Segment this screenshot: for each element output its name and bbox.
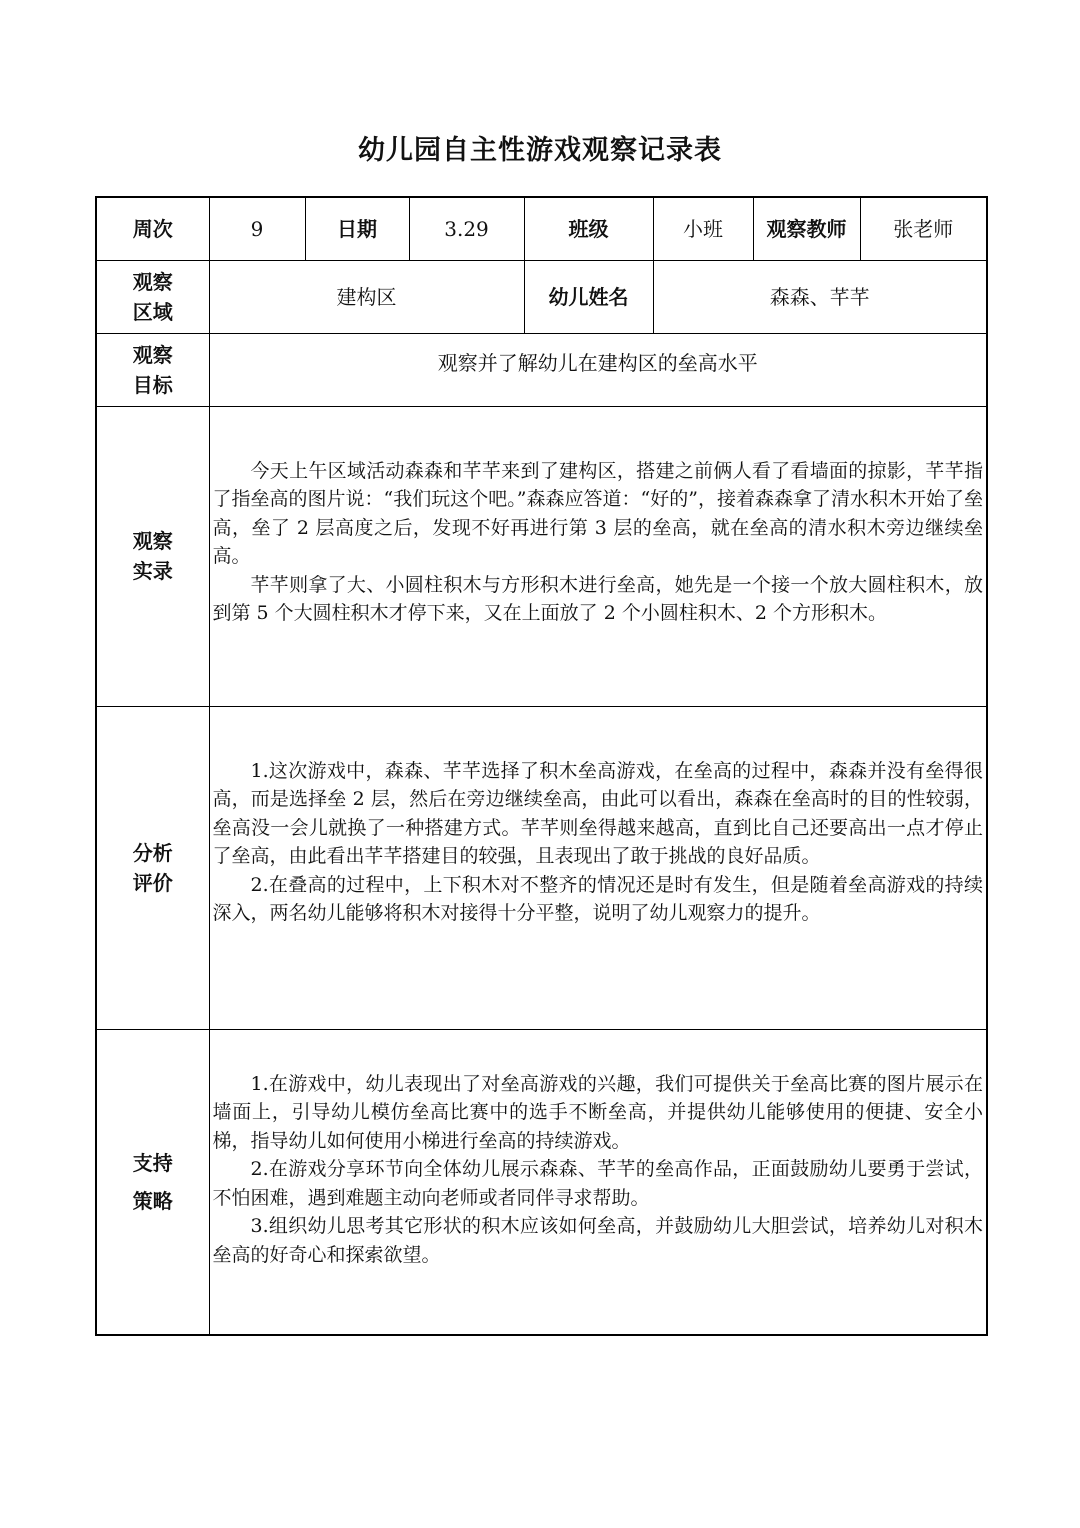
strategy-paragraph-1: 1.在游戏中，幼儿表现出了对垒高游戏的兴趣，我们可提供关于垒高比赛的图片展示在墙面上，引导幼儿模仿垒高比赛中的选手不断垒高，并提供幼儿能够使用的便捷、安全小梯，指导幼儿如何使用小梯进行垒高的持续游戏。 [212,1072,983,1152]
page-title: 幼儿园自主性游戏观察记录表 [358,135,722,166]
date-label: 日期 [305,197,409,260]
analysis-paragraph-1: 1.这次游戏中，森森、芊芊选择了积木垒高游戏，在垒高的过程中，森森并没有垒得很高，而是选择垒 2 层，然后在旁边继续垒高，由此可以看出，森森在垒高时的目的性较弱，垒高没一会儿就换了一种搭建方式。芊芊则垒得越来越高，直到比自己还要高出一点才停止了垒高，由此看出芊芊搭建目的较强，且表现出了敢于挑战的良好品质。 [212,759,983,868]
observation-record-table [95,196,988,1336]
area-value: 建构区 [209,260,524,333]
strategy-label [96,1029,209,1335]
analysis-paragraph-2: 2.在叠高的过程中，上下积木对不整齐的情况还是时有发生，但是随着垒高游戏的持续深入，两名幼儿能够将积木对接得十分平整，说明了幼儿观察力的提升。 [212,873,983,925]
class-label: 班级 [524,197,653,260]
analysis-label-line-1: 分析 [132,840,173,865]
strategy-label-line-2: 策略 [132,1188,173,1213]
record-content [209,406,987,706]
table-row-analysis [96,706,987,1029]
record-paragraph-2: 芊芊则拿了大、小圆柱积木与方形积木进行垒高，她先是一个接一个放大圆柱积木，放到第 5 个大圆柱积木才停下来，又在上面放了 2 个小圆柱积木、2 个方形积木。 [212,573,983,625]
analysis-content [209,706,987,1029]
child-name-value: 森森、芊芊 [653,260,987,333]
analysis-label-line-2: 评价 [132,870,173,895]
child-name-label: 幼儿姓名 [524,260,653,333]
area-label-line-1: 观察 [132,269,173,294]
goal-label-line-1: 观察 [132,342,173,367]
table-row-strategy [96,1029,987,1335]
table-row-basic-info [96,197,987,260]
goal-label-line-2: 目标 [132,372,173,397]
table-row-record [96,406,987,706]
table-row-goal [96,333,987,406]
record-label [96,406,209,706]
strategy-paragraph-3: 3.组织幼儿思考其它形状的积木应该如何垒高，并鼓励幼儿大胆尝试，培养幼儿对积木垒高的好奇心和探索欲望。 [212,1215,983,1267]
strategy-content [209,1029,987,1335]
analysis-label [96,706,209,1029]
strategy-paragraph-2: 2.在游戏分享环节向全体幼儿展示森森、芊芊的垒高作品，正面鼓励幼儿要勇于尝试，不怕困难，遇到难题主动向老师或者同伴寻求帮助。 [212,1158,983,1209]
teacher-label: 观察教师 [753,197,860,260]
record-paragraph-1: 今天上午区域活动森森和芊芊来到了建构区，搭建之前俩人看了看墙面的掠影，芊芊指了指垒高的图片说：“我们玩这个吧。”森森应答道：“好的”，接着森森拿了清水积木开始了垒高，垒了 2 层高度之后，发现不好再进行第 3 层的垒高，就在垒高的清水积木旁边继续垒高。 [212,459,983,568]
record-label-line-2: 实录 [132,559,173,583]
record-label-line-1: 观察 [132,529,173,553]
week-value: 9 [209,197,305,260]
area-label [96,260,209,333]
class-value: 小班 [653,197,753,260]
week-label: 周次 [96,197,209,260]
goal-label [96,333,209,406]
goal-text: 观察并了解幼儿在建构区的垒高水平 [209,333,987,406]
table-row-area-child [96,260,987,333]
teacher-value: 张老师 [860,197,987,260]
strategy-label-line-1: 支持 [132,1150,173,1175]
area-label-line-2: 区域 [132,299,173,324]
date-value: 3.29 [409,197,524,260]
